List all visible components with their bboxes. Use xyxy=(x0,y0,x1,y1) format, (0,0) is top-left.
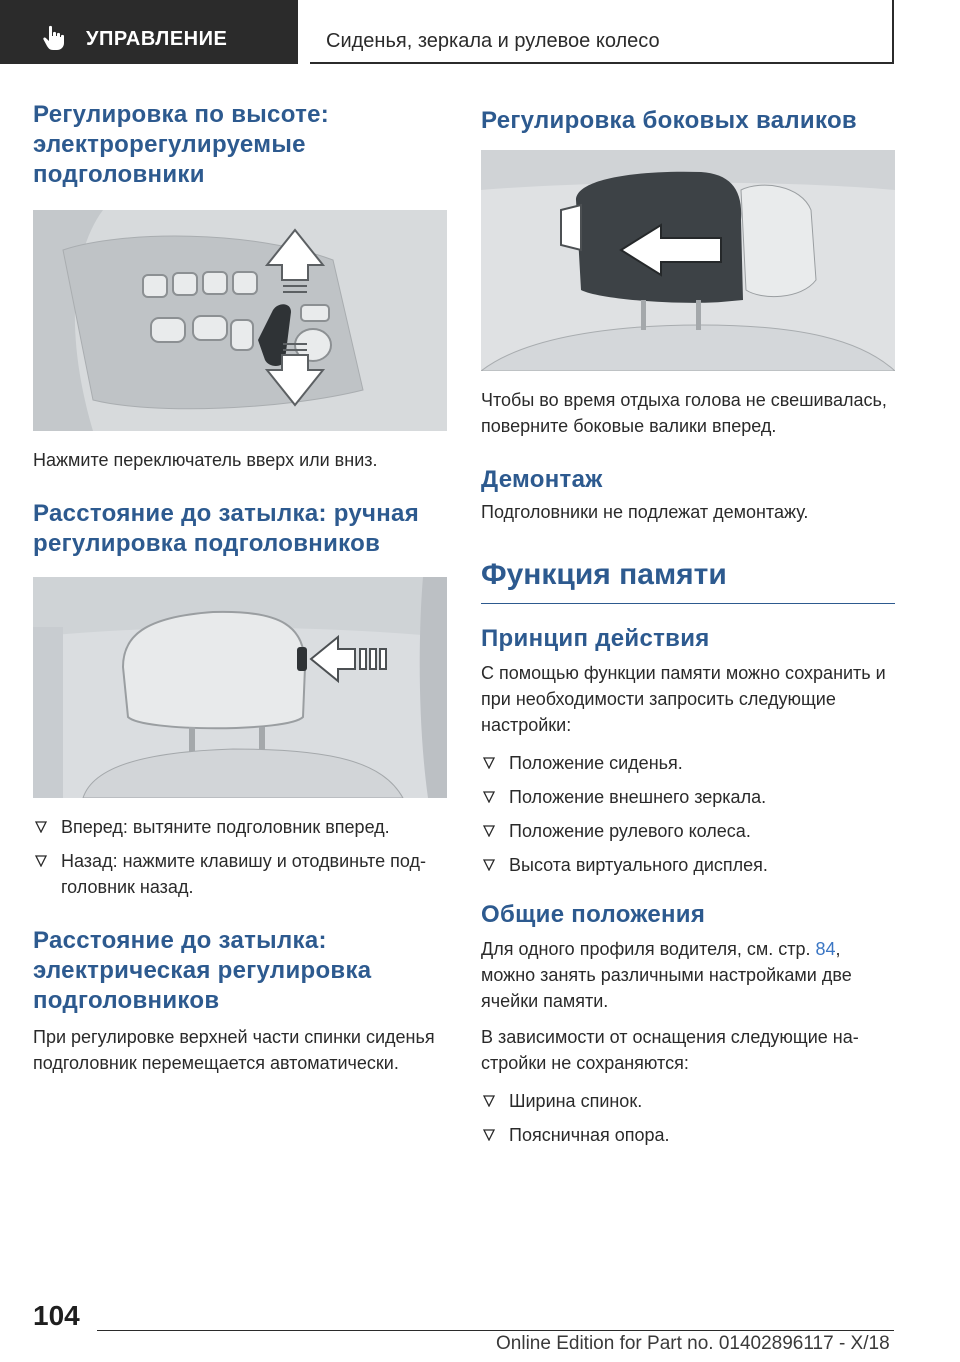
chapter-header xyxy=(310,0,894,64)
section-tab-label: УПРАВЛЕНИЕ xyxy=(86,28,228,50)
section-title-principle: Принцип действия xyxy=(481,625,710,652)
triangle-bullet-icon xyxy=(483,757,495,769)
not-saved-bullets xyxy=(481,1088,895,1148)
triangle-bullet-icon xyxy=(483,791,495,803)
list-item: Ширина спинок. xyxy=(481,1088,895,1114)
right-column xyxy=(481,106,895,1148)
electric-text: При регулировке верхней части спинки сиденья подголовник перемещается автоматически. xyxy=(33,1027,435,1073)
triangle-bullet-icon xyxy=(483,1129,495,1141)
memory-bullets xyxy=(481,750,895,878)
general-text: Для одного профиля водителя, см. стр. 84, можно занять различными настройками две ячейки памяти. xyxy=(481,939,852,1011)
section-title-removal: Демонтаж xyxy=(481,466,603,493)
figure-seat-switch xyxy=(33,210,447,431)
section-title-electric: Расстояние до затылка: электрическая регулировка подголовников xyxy=(33,927,372,1014)
chapter-title-memory: Функция памяти xyxy=(481,555,895,604)
list-item: Поясничная опора. xyxy=(481,1122,895,1148)
list-item: Назад: нажмите клавишу и отодвиньте подголовник назад. xyxy=(33,848,447,900)
triangle-bullet-icon xyxy=(35,821,47,833)
section-title-general: Общие положения xyxy=(481,901,706,928)
list-item: Высота виртуального дисплея. xyxy=(481,852,895,878)
left-column xyxy=(33,100,447,1076)
removal-text: Подголовники не подлежат демонтажу. xyxy=(481,502,809,522)
chapter-title: Сиденья, зеркала и рулевое колесо xyxy=(326,30,660,52)
footer-divider xyxy=(97,1330,894,1331)
list-item: Положение рулевого колеса. xyxy=(481,818,895,844)
list-item: Положение сиденья. xyxy=(481,750,895,776)
hand-pointer-icon xyxy=(40,24,68,52)
triangle-bullet-icon xyxy=(483,825,495,837)
general-text-2: В зависимости от оснащения следующие настройки не сохраняются: xyxy=(481,1027,859,1073)
triangle-bullet-icon xyxy=(483,1095,495,1107)
triangle-bullet-icon xyxy=(35,855,47,867)
page-number: 104 xyxy=(33,1300,80,1331)
page-reference-link[interactable]: 84 xyxy=(815,939,836,959)
section-title-height: Регулировка по высоте: электрорегулируемые подголовники xyxy=(33,101,330,188)
height-instruction: Нажмите переключатель вверх или вниз. xyxy=(33,450,378,470)
triangle-bullet-icon xyxy=(483,859,495,871)
figure-manual-headrest xyxy=(33,577,447,798)
figure-side-wings xyxy=(481,150,895,371)
list-item: Положение внешнего зеркала. xyxy=(481,784,895,810)
edition-text: Online Edition for Part no. 01402896117 - X/18 xyxy=(496,1333,890,1354)
section-title-side-wings: Регулировка боковых валиков xyxy=(481,107,857,134)
list-item: Вперед: вытяните подголовник вперед. xyxy=(33,814,447,840)
section-title-manual: Расстояние до затылка: ручная регулировка подголовников xyxy=(33,500,419,557)
side-wings-text: Чтобы во время отдыха голова не свешивалась, поверните боковые валики вперед. xyxy=(481,390,887,436)
manual-bullets xyxy=(33,814,447,900)
header-tab xyxy=(0,0,298,64)
principle-text: С помощью функции памяти можно сохранить и при необходимости запросить следующие настройки: xyxy=(481,663,886,735)
